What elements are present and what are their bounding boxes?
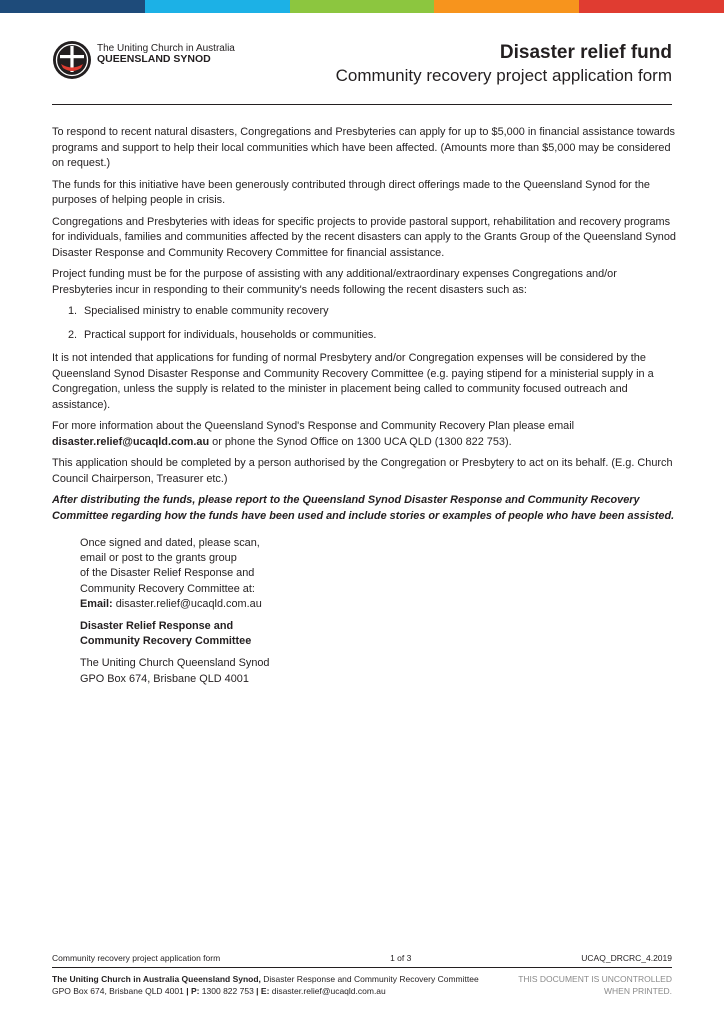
list-text: Practical support for individuals, households or communities.: [84, 328, 377, 341]
document-title: [336, 42, 672, 87]
paragraph: It is not intended that applications for funding of normal Presbytery and/or Congregation expenses will be considered by the Queensland Synod Disaster Response and Community Recovery Committee (e.g. paying stipend for a ministerial supply in a Congregation, unless the supply is related to the minister in placement being called to community focused outreach and assistance).: [52, 352, 654, 411]
notice-line: THIS DOCUMENT IS UNCONTROLLED: [518, 974, 672, 984]
list-item: [52, 304, 677, 320]
header-divider: [52, 104, 672, 105]
email-value[interactable]: disaster.relief@ucaqld.com.au: [112, 597, 262, 610]
footer-page-number: 1 of 3: [390, 953, 412, 963]
logo-text: [97, 43, 235, 65]
list-number: 1.: [68, 305, 78, 317]
footer-email[interactable]: disaster.relief@ucaqld.com.au: [269, 986, 386, 996]
org-name-line: Community Recovery Committee: [80, 635, 252, 648]
color-band-segment: [145, 0, 290, 13]
footer-org-line: [52, 973, 522, 985]
paragraph: Congregations and Presbyteries with ideas for specific projects to provide pastoral support, rehabilitation and recovery programs for individuals, families and communities affected by the recent disasters can apply to the Grants Group of the Queensland Synod Disaster Response and Community Recovery Committee for financial assistance.: [52, 215, 676, 259]
footer-email-label: E:: [260, 986, 270, 996]
contact-block: [80, 536, 340, 687]
paragraph: The funds for this initiative have been generously contributed through direct offerings made to the Queensland Synod for the purposes of helping people in crisis.: [52, 178, 650, 206]
email-link[interactable]: disaster.relief@ucaqld.com.au: [52, 435, 210, 448]
page-title: Disaster relief fund: [499, 42, 672, 63]
footer-org-bold: The Uniting Church in Australia Queensland Synod,: [52, 974, 261, 984]
page-subtitle: Community recovery project application form: [335, 66, 672, 85]
notice-line: WHEN PRINTED.: [604, 986, 672, 996]
color-band: [0, 0, 724, 13]
paragraph: To respond to recent natural disasters, Congregations and Presbyteries can apply for up to $5,000 in financial assistance towards programs and support to help their local communities which have been affected. (Amounts more than $5,000 may be considered on request.): [52, 126, 675, 169]
footer-doc-code: UCAQ_DRCRC_4.2019: [581, 953, 672, 963]
contact-line: email or post to the grants group: [80, 552, 237, 565]
footer-contact: [52, 973, 522, 997]
body-text: [52, 125, 677, 530]
uniting-church-logo-icon: [52, 40, 92, 80]
footer-meta: [52, 953, 672, 963]
report-notice: After distributing the funds, please report to the Queensland Synod Disaster Response and Community Recovery Committee regarding how the funds have been used and include stories or examples of people who have been assisted.: [52, 494, 675, 522]
uncontrolled-notice: [518, 973, 672, 997]
contact-line: Community Recovery Committee at:: [80, 582, 255, 595]
footer-phone-label: P:: [190, 986, 200, 996]
footer-divider: [52, 967, 672, 968]
color-band-segment: [290, 0, 435, 13]
footer-org-rest: Disaster Response and Community Recovery Committee: [260, 974, 479, 984]
paragraph: [52, 419, 677, 450]
footer-separator: |: [183, 986, 191, 996]
footer-separator: |: [253, 986, 261, 996]
footer-doc-name: Community recovery project application form: [52, 953, 221, 963]
address-line: The Uniting Church Queensland Synod: [80, 657, 270, 670]
contact-line: Once signed and dated, please scan,: [80, 537, 260, 549]
paragraph: This application should be completed by a person authorised by the Congregation or Presbytery to act on its behalf. (E.g. Church Council Chairperson, Treasurer etc.): [52, 457, 673, 485]
support-list: [52, 304, 677, 343]
contact-email: [80, 597, 340, 612]
email-label: Email:: [80, 597, 113, 610]
color-band-segment: [0, 0, 145, 13]
color-band-segment: [579, 0, 724, 13]
list-text: Specialised ministry to enable community recovery: [84, 305, 329, 317]
paragraph-text: For more information about the Queensland Synod's Response and Community Recovery Plan please email: [52, 420, 575, 432]
list-item: [52, 328, 677, 344]
color-band-segment: [434, 0, 579, 13]
address-line: GPO Box 674, Brisbane QLD 4001: [80, 672, 249, 685]
logo-line-2: QUEENSLAND SYNOD: [97, 53, 211, 65]
org-name-line: Disaster Relief Response and: [80, 620, 234, 633]
contact-line: of the Disaster Relief Response and: [80, 567, 255, 580]
footer-address-line: [52, 985, 522, 997]
list-number: 2.: [68, 328, 78, 341]
logo-line-1: The Uniting Church in Australia: [97, 43, 235, 54]
footer-address: GPO Box 674, Brisbane QLD 4001: [52, 986, 184, 996]
footer-phone: 1300 822 753: [199, 986, 254, 996]
paragraph-text: or phone the Synod Office on 1300 UCA QLD (1300 822 753).: [209, 435, 512, 448]
paragraph: Project funding must be for the purpose of assisting with any additional/extraordinary expenses Congregations and/or Presbyteries incur in responding to their community's needs following the recent disasters such as:: [52, 268, 617, 296]
